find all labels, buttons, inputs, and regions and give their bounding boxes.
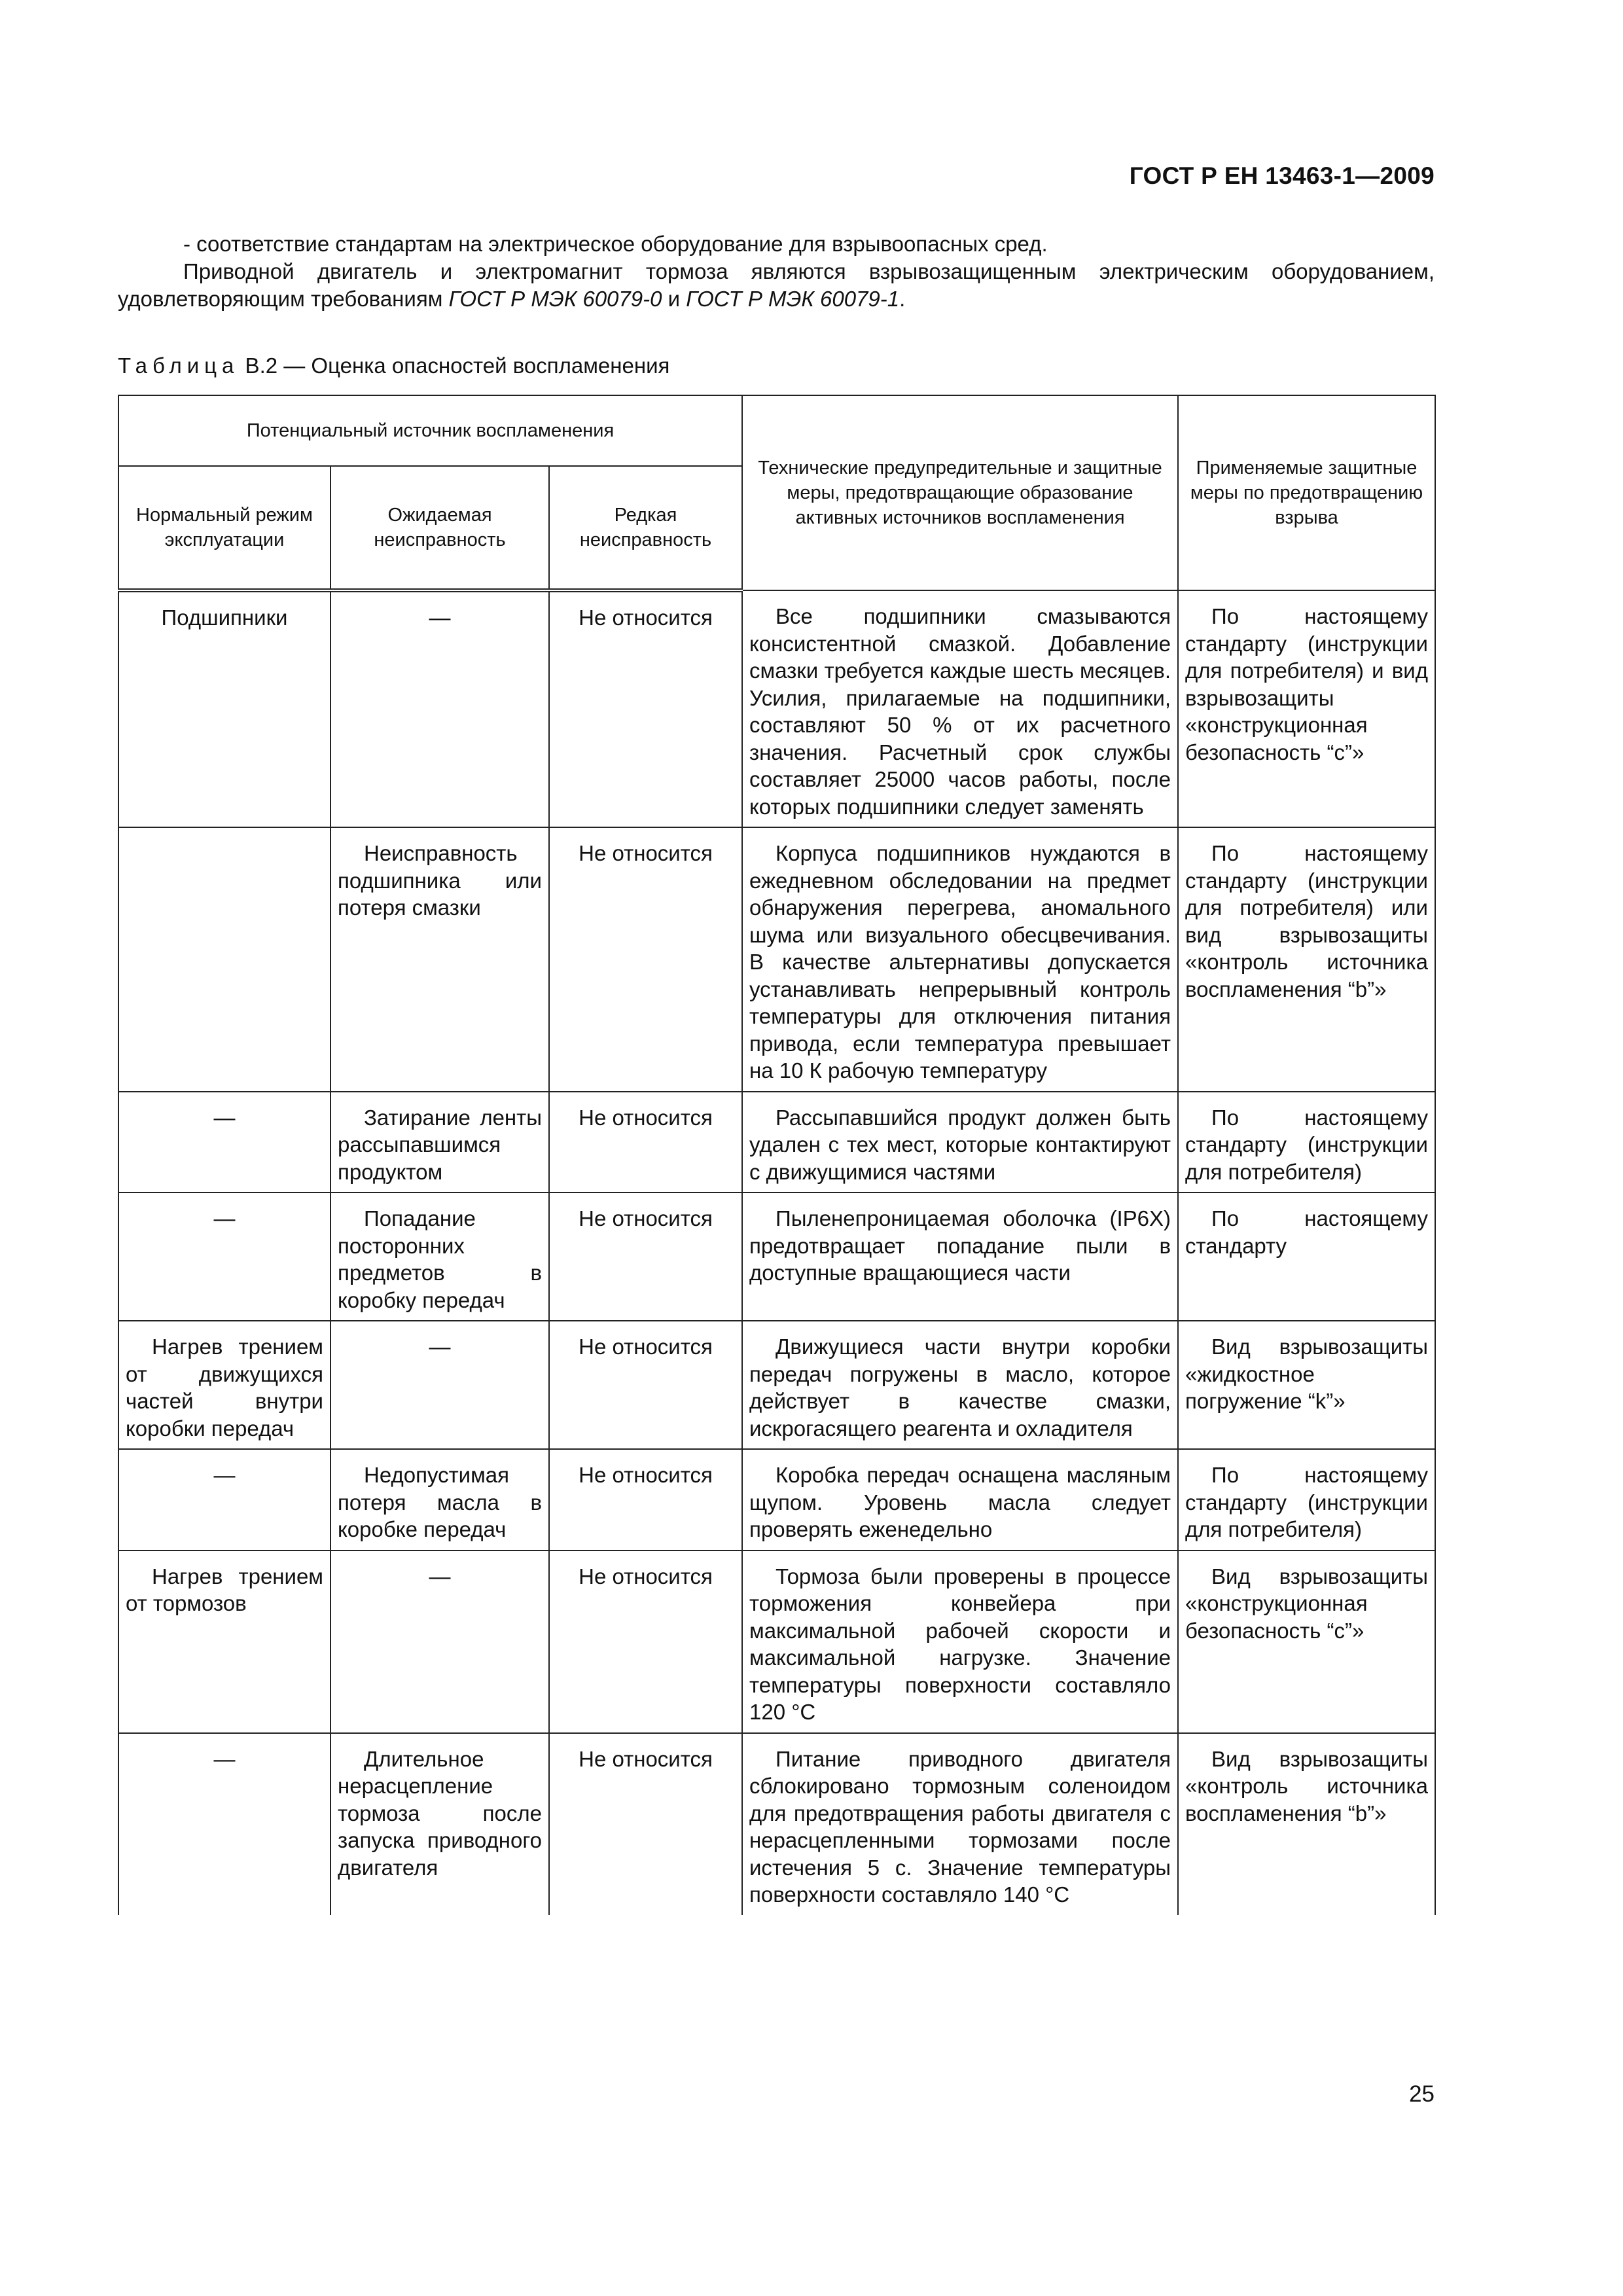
cell-measures: Пыленепроницаемая оболочка (IP6X) предотвращает попадание пыли в доступные вращающиеся части bbox=[742, 1193, 1178, 1321]
header-technical-measures: Технические предупредительные и защитные меры, предотвращающие образование активных источников воспламенения bbox=[742, 395, 1178, 590]
intro-line-1: - соответствие стандартам на электрическое оборудование для взрывоопасных сред. bbox=[183, 232, 1048, 256]
cell-rare: Не относится bbox=[549, 1092, 742, 1193]
table-row bbox=[118, 827, 1435, 1092]
cell-expected: Попадание посторонних предметов в коробку передач bbox=[330, 1193, 549, 1321]
header-applied-measures: Применяемые защитные меры по предотвращению взрыва bbox=[1178, 395, 1435, 590]
cell-expected: — bbox=[330, 590, 549, 827]
cell-normal: Нагрев трением от движущихся частей внутри коробки передач bbox=[118, 1321, 330, 1449]
cell-normal: Нагрев трением от тормозов bbox=[118, 1551, 330, 1733]
cell-measures: Питание приводного двигателя сблокировано тормозным соленоидом для предотвращения работы двигателя с нерасцепленными тормозами после истечения 5 с. Значение температуры поверхности составляло 140 °С bbox=[742, 1733, 1178, 1915]
table-caption-title: В.2 — Оценка опасностей воспламенения bbox=[239, 353, 670, 378]
header-rare-fault: Редкая неисправность bbox=[549, 466, 742, 590]
cell-rare: Не относится bbox=[549, 1321, 742, 1449]
cell-normal: Подшипники bbox=[118, 590, 330, 827]
cell-measures: Коробка передач оснащена масляным щупом. Уровень масла следует проверять еженедельно bbox=[742, 1449, 1178, 1551]
cell-normal: — bbox=[118, 1449, 330, 1551]
cell-normal: — bbox=[118, 1092, 330, 1193]
cell-applied: По настоящему стандарту (инструкции для потребителя) или вид взрывозащиты «контроль источника воспламенения “b”» bbox=[1178, 827, 1435, 1092]
cell-measures: Корпуса подшипников нуждаются в ежедневном обследовании на предмет обнаружения перегрева, аномального шума или визуального обесцвечивания. В качестве альтернативы допускается устанавливать непрерывный контроль температуры для отключения питания привода, если температура превышает на 10 К рабочую температуру bbox=[742, 827, 1178, 1092]
table-row bbox=[118, 1733, 1435, 1915]
cell-rare: Не относится bbox=[549, 827, 742, 1092]
cell-rare: Не относится bbox=[549, 1193, 742, 1321]
cell-applied: По настоящему стандарту bbox=[1178, 1193, 1435, 1321]
table-row bbox=[118, 1092, 1435, 1193]
cell-measures: Все подшипники смазываются консистентной смазкой. Добавление смазки требуется каждые шесть месяцев. Усилия, прилагаемые на подшипники, составляют 50 % от их расчетного значения. Расчетный срок службы составляет 25000 часов работы, после которых подшипники следует заменять bbox=[742, 590, 1178, 827]
page-number: 25 bbox=[1409, 2081, 1435, 2107]
intro-conjunction: и bbox=[662, 287, 687, 311]
table-caption-label: Таблица bbox=[118, 353, 240, 378]
intro-paragraph-2-text: Приводной двигатель и электромагнит тормоза являются взрывозащищенным электрическим оборудованием, удовлетворяющим требованиям bbox=[118, 259, 1435, 311]
standard-designation: ГОСТ Р ЕН 13463-1—2009 bbox=[1129, 162, 1435, 189]
ignition-hazard-table bbox=[118, 395, 1436, 1915]
cell-expected: — bbox=[330, 1321, 549, 1449]
reference-gost-60079-0: ГОСТ Р МЭК 60079-0 bbox=[448, 287, 662, 311]
cell-measures: Тормоза были проверены в процессе торможения конвейера при максимальной рабочей скорости и максимальной нагрузке. Значение температуры поверхности составляло 120 °С bbox=[742, 1551, 1178, 1733]
reference-gost-60079-1: ГОСТ Р МЭК 60079-1 bbox=[686, 287, 900, 311]
table-caption bbox=[118, 353, 669, 378]
cell-rare: Не относится bbox=[549, 590, 742, 827]
header-expected-fault: Ожидаемая неисправность bbox=[330, 466, 549, 590]
cell-expected: Неисправность подшипника или потеря смазки bbox=[330, 827, 549, 1092]
cell-normal: — bbox=[118, 1733, 330, 1915]
cell-measures: Движущиеся части внутри коробки передач погружены в масло, которое действует в качестве смазки, искрогасящего реагента и охладителя bbox=[742, 1321, 1178, 1449]
cell-rare: Не относится bbox=[549, 1449, 742, 1551]
cell-applied: По настоящему стандарту (инструкции для потребителя) bbox=[1178, 1449, 1435, 1551]
cell-expected: — bbox=[330, 1551, 549, 1733]
intro-text bbox=[118, 230, 1435, 313]
cell-expected: Затирание ленты рассыпавшимся продуктом bbox=[330, 1092, 549, 1193]
table-row bbox=[118, 1193, 1435, 1321]
cell-expected: Недопустимая потеря масла в коробке передач bbox=[330, 1449, 549, 1551]
cell-applied: По настоящему стандарту (инструкции для потребителя) bbox=[1178, 1092, 1435, 1193]
table-row bbox=[118, 1551, 1435, 1733]
header-ignition-source: Потенциальный источник воспламенения bbox=[118, 395, 742, 466]
cell-expected: Длительное нерасцепление тормоза после запуска приводного двигателя bbox=[330, 1733, 549, 1915]
cell-rare: Не относится bbox=[549, 1551, 742, 1733]
table-row bbox=[118, 1321, 1435, 1449]
cell-applied: По настоящему стандарту (инструкции для потребителя) и вид взрывозащиты «конструкционная безопасность “c”» bbox=[1178, 590, 1435, 827]
intro-paragraph-2 bbox=[118, 258, 1435, 313]
cell-applied: Вид взрывозащиты «жидкостное погружение “k”» bbox=[1178, 1321, 1435, 1449]
cell-applied: Вид взрывозащиты «контроль источника воспламенения “b”» bbox=[1178, 1733, 1435, 1915]
cell-rare: Не относится bbox=[549, 1733, 742, 1915]
cell-measures: Рассыпавшийся продукт должен быть удален с тех мест, которые контактируют с движущимися частями bbox=[742, 1092, 1178, 1193]
cell-normal bbox=[118, 827, 330, 1092]
table-row bbox=[118, 1449, 1435, 1551]
table-row bbox=[118, 590, 1435, 827]
header-normal-operation: Нормальный режим эксплуатации bbox=[118, 466, 330, 590]
intro-period: . bbox=[899, 287, 906, 311]
cell-normal: — bbox=[118, 1193, 330, 1321]
cell-applied: Вид взрывозащиты «конструкционная безопасность “c”» bbox=[1178, 1551, 1435, 1733]
